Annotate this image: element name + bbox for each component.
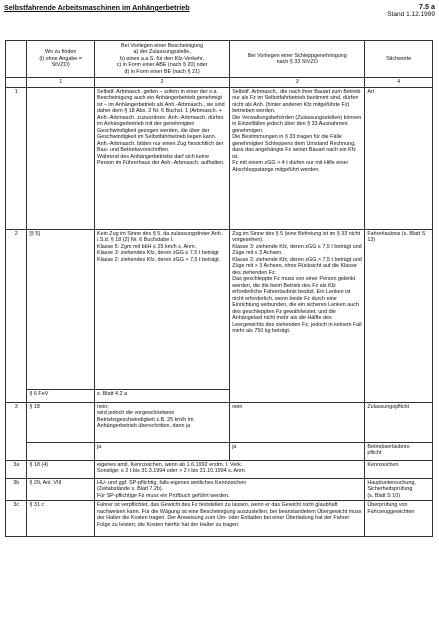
page-meta (387, 3, 435, 19)
col-keyword: Stichworte (365, 41, 433, 78)
table-row: 3a § 18 (4) eigenes amtl. Kennzeichen, wenn ab 1.6.1992 erstm. I. Verk. Sonstige: ≤ 2 t bis 31.3.1994 oder > 2 t bis 31.10.1994 s. Anm. Kennzeichen (6, 460, 433, 478)
page-number: 7.5 a (419, 2, 435, 11)
index-row: 1 2 3 4 (6, 78, 433, 88)
table-row: 1 Selbstf. Arbmasch. gelten – sofern in einer der o.a. Bescheinigung auch ein Anhängerbetrieb genehmigt ist – im Anhängerbetrieb als Anh.-Arbmasch., sie sind daher dem § 18 Abs. 2 Nr. 6 Buchst. 1 (Arbmasch. + Anh.-Arbmasch. zuzuordnen. Anh.-Arbmasch. dürfen im Anhängerbetrieb mit der genehmigten Geschwindigkeit gezogen werden, die über der Geschwindigkeit im Selbstfahrbetrieb liegen kann. Anh.-Arbmasch. bilden nur einen Zug hinsichtlich der Bau- und Betriebsvorschriften. Während des Anhängerbetriebs darf sich keine Person im Führerhaus der Anh.-Arbmasch. aufhalten. Selbstf. Arbmasch., die nach ihrer Bauart zum Betrieb nur als Fz im Selbstfahrbetrieb bestimmt sind, dürfen nicht als Anh. (hinter anderen Kfz mitgeführte Fz) betrieben werden. Die Verwaltungsbehörden (Zulassungsstellen) können in Einzelfällen jedoch über den § 33 Ausnahmen genehmigen. Die Bestimmungen in § 33 tragen für die Fälle genehmigten Schleppens dem Umstand Rechnung, dass das angehängte Fz seiner Bauart nach ein Kfz ist. Fz mit einem zGG > 4 t dürfen nur mit Hilfe einer Abschleppstange mitgeführt werden. Art (6, 87, 433, 229)
col-location: Wo zu finden (i) ohne Angabe = StVZO) (27, 41, 95, 78)
col-towing: Bei Vorliegen einer Schleppgenehmigung nach § 33 StVZO (230, 41, 365, 78)
page-date: Stand 1.12.1999 (387, 11, 435, 18)
table-row: 2 [§ 5] Kein Zug im Sinne des § 5, da zulassungsfreier Anh. i.S.d. § 18 (2) Nr. 6 Buchstabe I. Klasse 5: Zgm mit bbH ≤ 25 km/h s. Anm. Klasse 3: ziehendes Kfz, deren zGG ≤ 7,5 t beträgt Klasse 2: ziehendes Kfz, deren zGG > 7,5 t beträgt. Zug im Sinne des § 5 (eine Befreiung ist im § 33 nicht vorgesehen). Klasse 3: ziehende Kfz, deren zGG ≤ 7,5 t beträgt und Züge mit ≤ 3 Achsen. Klasse 2: ziehende Kfz, deren zGG > 7,5 t beträgt und Züge mit > 3 Achsen, ohne Rücksicht auf die Klasse des ziehenden Fz. Das geschleppte Fz muss von einer Person gelenkt werden, die die beim Betrieb des Fz als Kfz erforderliche Fahrerlaubnis besitzt. Ein Lenken ist nicht erforderlich, wenn beide Fz durch eine Einrichtung verbunden, die ein sicheres Lenken auch des geschleppten Fz gewährleistet, und die Anhängelast nicht mehr als die Hälfte des Leergewichts des ziehenden Fz, jedoch in keinem Fall mehr als 750 kg beträgt. Fahrerlaubnis (s. Blatt S 13) (6, 229, 433, 389)
header-row (6, 41, 433, 78)
col-certificate: Bei Vorliegen einer Bescheinigung a) der Zulassungsstelle, b) eines a.a.S. für den Kfz-Verkehr, c) in Form einer ABE (nach § 20) oder d) in Form einer BE (nach § 21) (95, 41, 230, 78)
regulation-table (5, 40, 433, 537)
table-row: 3b § 29, Anl. VIII HU- und ggf. SP-pflichtig, falls eigenes amtliches Kennzeichen (Zeitabstände s. Blatt 7.2b). Für SP-pflichtige Fz muss ein Prüfbuch geführt werden. Hauptuntersuchung, Sicherheitsprüfung (s. Blatt S 10) (6, 478, 433, 501)
table-row: § 6 FeV s. Blatt 4.2 a (6, 389, 433, 402)
table-row: 3 § 18 nein; wird jedoch die vorgeschriebene Betriebsgeschwindigkeit z.B. 25 km/h im Anhängerbetrieb überschritten, dann ja nein Zulassungspflicht (6, 402, 433, 442)
page-title: Selbstfahrende Arbeitsmaschinen im Anhängerbetrieb (4, 3, 190, 12)
table-row: ja ja Betriebserlaubnis- pflicht (6, 442, 433, 460)
col-index (6, 41, 27, 78)
table-row: 3c § 31 c Fahrer ist verpflichtet, das Gewicht des Fz feststellen zu lassen, wenn er das Gewicht nicht glaubhaft nachweisen kann. Für die Wägung ist eine Bescheinigung auszustellen; bei beanstandetem Übergewicht muss der Halter die Kosten tragen. Der Anweisung zum Um- oder Entladen bei einer Überladung hat der Fahrer Folge zu leisten; die Kosten hierfür hat der Halter zu tragen. Überprüfung von Fahrzeuggewichten (6, 501, 433, 537)
